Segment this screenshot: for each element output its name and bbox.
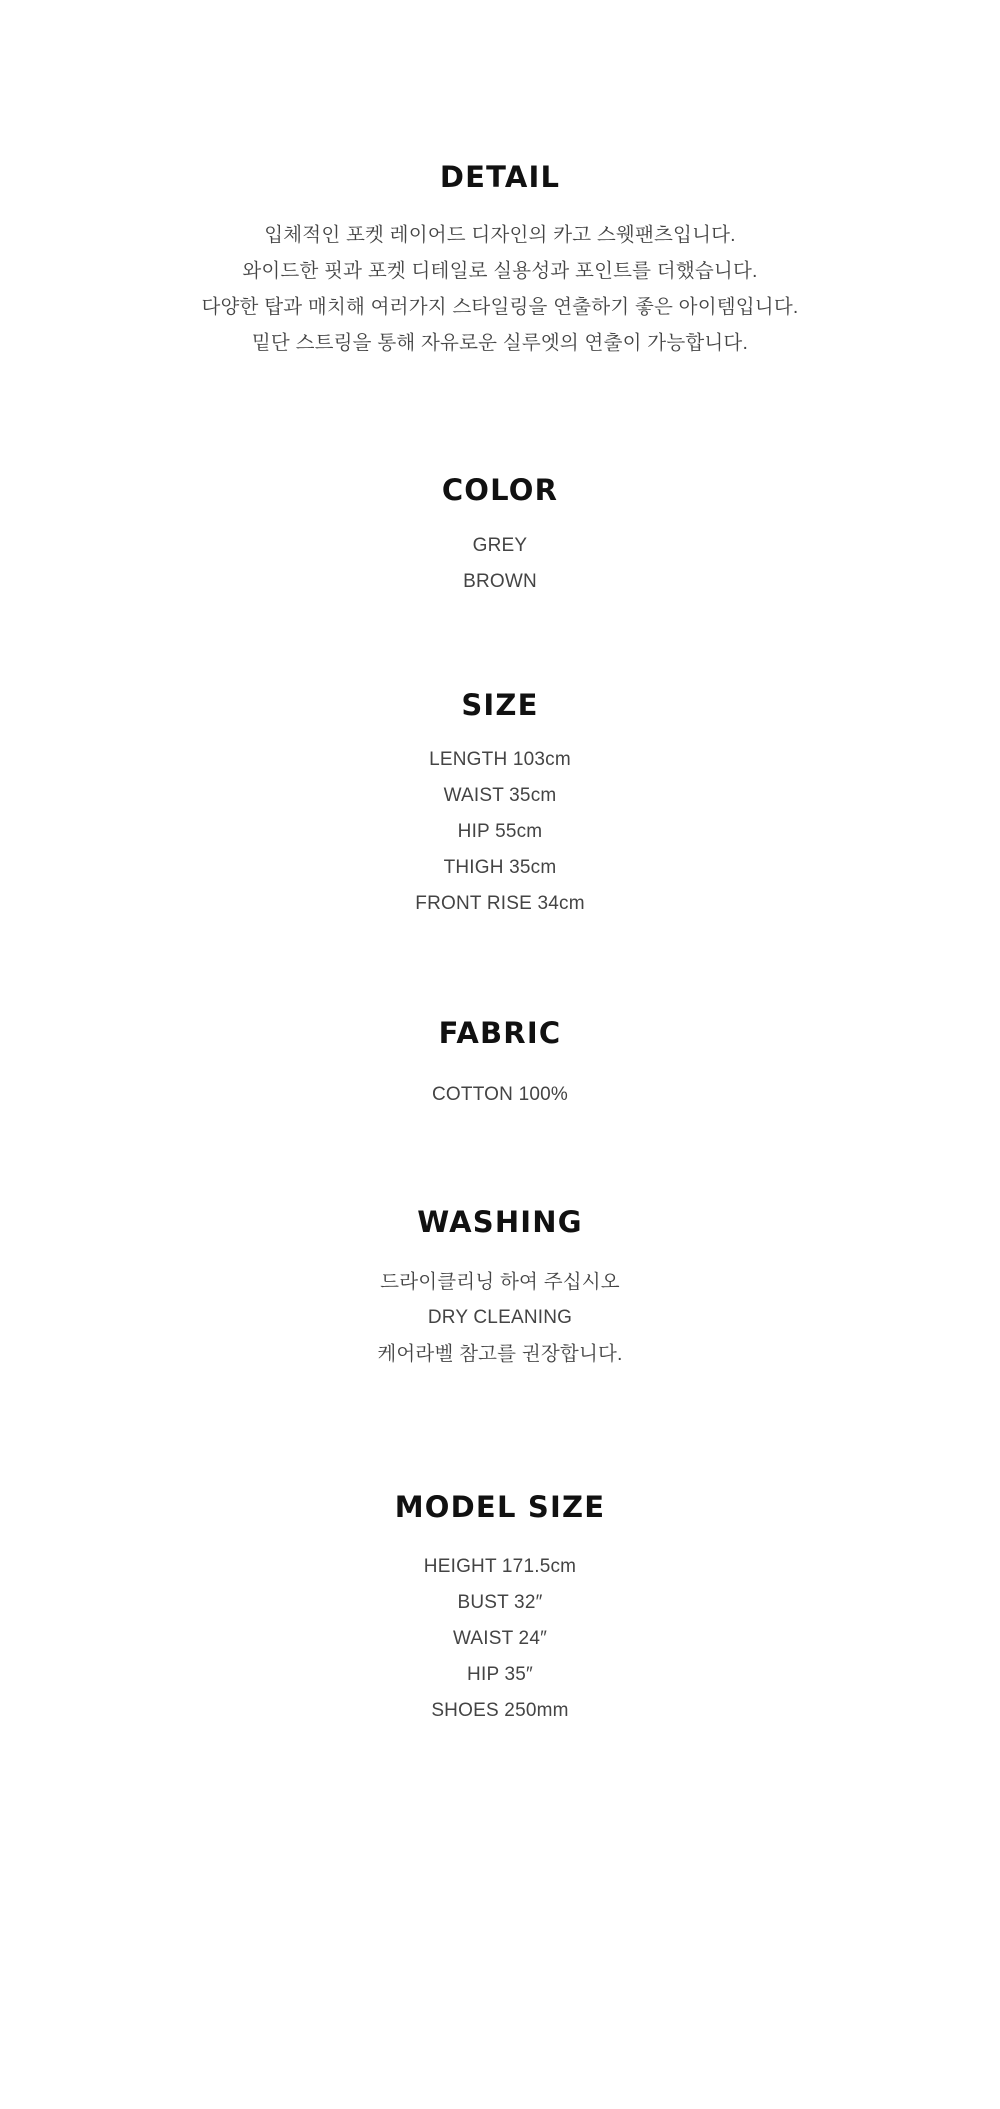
model-measure: BUST 32″: [457, 1591, 543, 1613]
section-lines-fabric: [432, 1077, 568, 1113]
washing-instruction: DRY CLEANING: [427, 1306, 573, 1328]
section-lines-color: [463, 528, 537, 600]
size-measure: LENGTH 103cm: [429, 749, 571, 771]
section-fabric: [0, 1016, 1000, 1113]
fabric-composition: COTTON 100%: [432, 1084, 568, 1106]
detail-line: 입체적인 포켓 레이어드 디자인의 카고 스웻팬츠입니다.: [264, 223, 736, 246]
size-measure: FRONT RISE 34cm: [415, 893, 585, 915]
washing-instruction: 드라이클리닝 하여 주십시오: [380, 1270, 620, 1293]
section-title-fabric: FABRIC: [438, 1016, 562, 1051]
section-lines-model-size: [424, 1549, 576, 1729]
model-measure: HIP 35″: [467, 1663, 533, 1685]
color-option: GREY: [472, 534, 528, 556]
size-measure: WAIST 35cm: [443, 785, 557, 807]
detail-line: 밑단 스트링을 통해 자유로운 실루엣의 연출이 가능합니다.: [251, 331, 749, 354]
section-detail: [0, 160, 1000, 361]
section-title-detail: DETAIL: [439, 160, 561, 194]
section-washing: [0, 1205, 1000, 1372]
color-option: BROWN: [463, 570, 537, 592]
section-title-washing: WASHING: [417, 1205, 583, 1240]
section-title-model-size: MODEL SIZE: [394, 1489, 606, 1524]
section-color: [0, 473, 1000, 600]
section-lines-detail: [201, 217, 798, 361]
section-title-color: COLOR: [441, 472, 559, 507]
size-measure: THIGH 35cm: [443, 857, 557, 879]
size-measure: HIP 55cm: [457, 821, 543, 843]
section-lines-washing: [377, 1264, 622, 1372]
section-title-size: SIZE: [461, 687, 539, 722]
washing-instruction: 케어라벨 참고를 권장합니다.: [377, 1342, 623, 1365]
detail-line: 다양한 탑과 매치해 여러가지 스타일링을 연출하기 좋은 아이템입니다.: [201, 295, 799, 318]
detail-line: 와이드한 핏과 포켓 디테일로 실용성과 포인트를 더했습니다.: [242, 259, 758, 282]
section-lines-size: [415, 742, 584, 922]
model-measure: WAIST 24″: [452, 1627, 548, 1649]
section-size: [0, 688, 1000, 923]
section-model-size: [0, 1490, 1000, 1729]
model-measure: SHOES 250mm: [431, 1699, 569, 1721]
model-measure: HEIGHT 171.5cm: [423, 1555, 577, 1577]
